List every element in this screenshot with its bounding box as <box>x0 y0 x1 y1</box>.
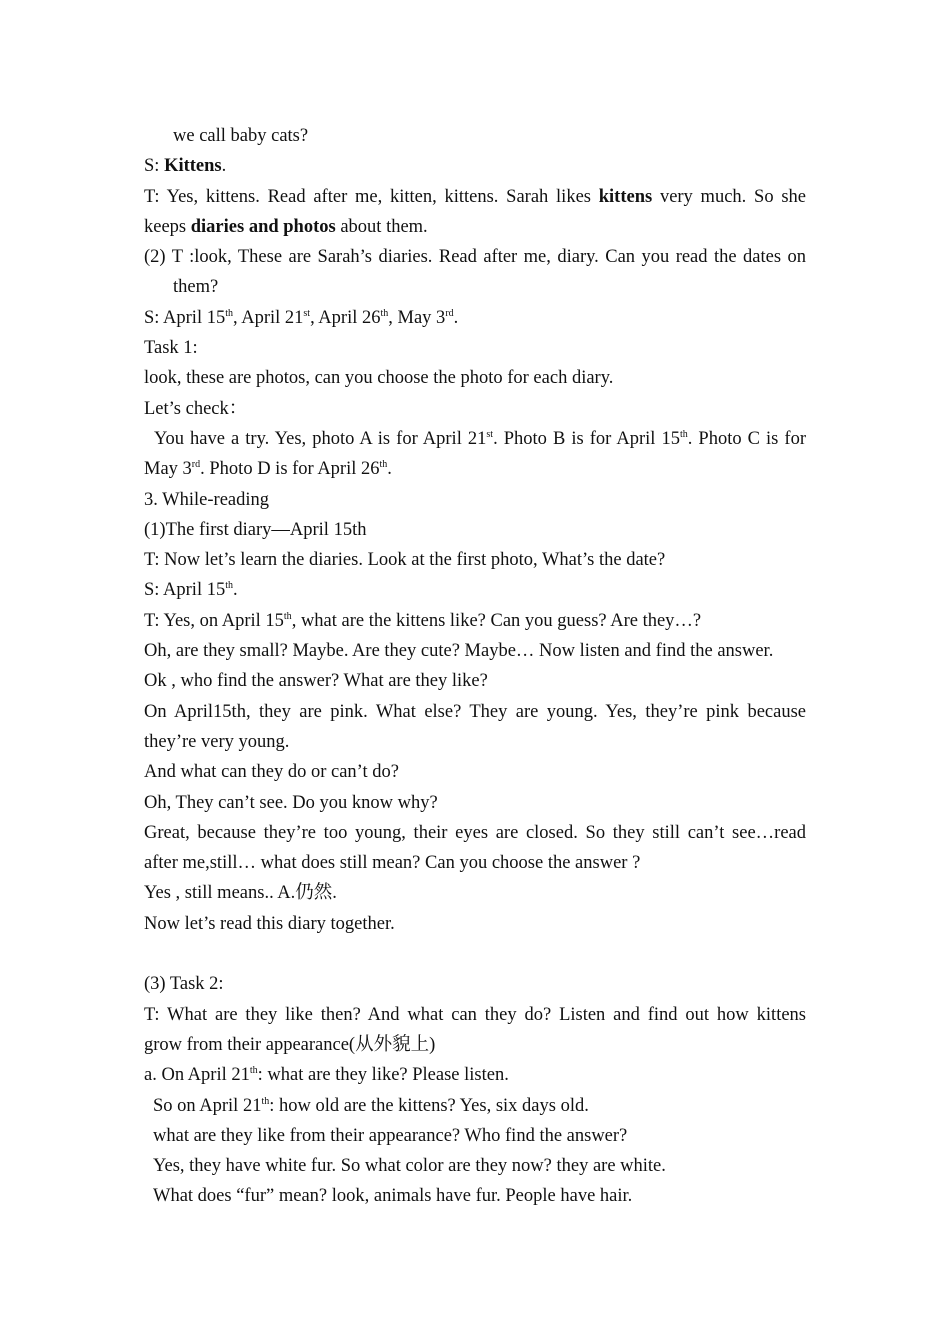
line-text: about them. <box>335 216 428 237</box>
text-line <box>144 1151 806 1181</box>
line-text: grow from their appearance(从外貌上) <box>144 1034 436 1055</box>
line-text: we call baby cats? <box>173 126 309 146</box>
text-line <box>144 545 806 575</box>
text-line <box>144 788 806 818</box>
line-text: . <box>387 459 392 480</box>
text-line <box>144 1181 806 1211</box>
line-text: T: Now let’s learn the diaries. Look at the first photo, What’s the date? <box>144 550 666 571</box>
text-line <box>144 606 806 636</box>
list-item <box>144 1060 806 1090</box>
text-line <box>144 454 806 484</box>
text-line <box>144 818 806 848</box>
line-text: Yes , still means.. A.仍然. <box>144 883 337 904</box>
line-text: , April 26 <box>310 307 381 328</box>
line-text: Great, because they’re too young, their eyes are closed. So they still can’t see…read <box>144 822 806 843</box>
text-line <box>144 636 806 666</box>
line-text: . <box>221 156 227 177</box>
document-page <box>144 121 806 1212</box>
line-text: keeps <box>144 216 191 237</box>
line-text: look, these are photos, can you choose the photo for each diary. <box>144 368 614 389</box>
ordinal-suffix: th <box>225 580 233 592</box>
line-text: what are they like from their appearance? Who find the answer? <box>153 1125 628 1146</box>
line-text: Let’s check： <box>144 398 248 419</box>
line-text: , May 3 <box>388 307 446 328</box>
section-heading <box>144 485 806 515</box>
line-text: . Photo C is for <box>687 428 806 449</box>
text-line <box>144 151 806 181</box>
blank-line <box>144 939 806 969</box>
line-text: S: <box>144 156 165 177</box>
text-line <box>144 212 806 242</box>
line-text: You have a try. Yes, photo A is for April 21 <box>154 428 487 449</box>
line-text: And what can they do or can’t do? <box>144 762 399 783</box>
line-text: Ok , who find the answer? What are they like? <box>144 671 488 692</box>
line-text: , April 21 <box>233 307 304 328</box>
text-line <box>144 1000 806 1030</box>
text-line <box>144 727 806 757</box>
line-text: . <box>233 580 238 601</box>
line-text: . <box>453 307 459 328</box>
line-text: T: What are they like then? And what can they do? Listen and find out how kittens <box>144 1004 806 1025</box>
text-line <box>144 121 806 151</box>
line-text: (3) Task 2: <box>144 974 224 995</box>
line-text: 3. While-reading <box>144 489 270 510</box>
line-text: a. On April 21 <box>144 1065 250 1086</box>
text-line <box>144 394 806 424</box>
ordinal-suffix: rd <box>191 459 201 471</box>
line-text: Now let’s read this diary together. <box>144 913 395 934</box>
text-line <box>144 363 806 393</box>
text-line <box>144 969 806 999</box>
line-text: . Photo D is for April 26 <box>200 459 380 480</box>
ordinal-suffix: rd <box>445 307 454 319</box>
line-text: they’re very young. <box>144 731 290 752</box>
text-line <box>144 909 806 939</box>
ordinal-suffix: th <box>225 307 233 319</box>
text-line <box>144 848 806 878</box>
text-line <box>144 303 806 333</box>
line-text: What does “fur” mean? look, animals have fur. People have hair. <box>153 1186 633 1207</box>
line-text: Oh, are they small? Maybe. Are they cute? Maybe… Now listen and find the answer. <box>144 641 774 662</box>
ordinal-suffix: th <box>379 459 388 471</box>
bold-term: Kittens <box>164 156 222 177</box>
line-text: Yes, they have white fur. So what color are they now? they are white. <box>153 1156 666 1177</box>
line-text: So on April 21 <box>153 1095 262 1116</box>
ordinal-suffix: th <box>249 1065 258 1077</box>
line-text: S: April 15 <box>144 307 226 328</box>
line-text: T: Yes, kittens. Read after me, kitten, kittens. Sarah likes <box>144 186 599 207</box>
line-text: On April15th, they are pink. What else? They are young. Yes, they’re pink because <box>144 701 806 722</box>
text-line <box>144 697 806 727</box>
bold-term: kittens <box>598 186 653 207</box>
line-text: Task 1: <box>144 338 198 359</box>
line-text: Oh, They can’t see. Do you know why? <box>144 792 438 813</box>
text-line <box>144 1030 806 1060</box>
line-text: them? <box>173 277 219 298</box>
ordinal-suffix: th <box>283 610 292 622</box>
ordinal-suffix: st <box>486 428 494 440</box>
ordinal-suffix: th <box>380 307 389 319</box>
line-text: (1)The first diary—April 15th <box>144 519 367 540</box>
ordinal-suffix: th <box>261 1095 270 1107</box>
ordinal-suffix: th <box>679 428 688 440</box>
line-text: S: April 15 <box>144 580 226 601</box>
line-text: (2) T :look, These are Sarah’s diaries. Read after me, diary. Can you read the dates on <box>144 247 806 268</box>
text-line <box>144 333 806 363</box>
line-text: very much. So she <box>652 186 806 207</box>
text-line <box>144 272 806 302</box>
line-text: May 3 <box>144 459 192 480</box>
text-line <box>144 424 806 454</box>
line-text: , what are the kittens like? Can you guess? Are they…? <box>291 610 702 631</box>
line-text: : what are they like? Please listen. <box>257 1065 509 1086</box>
text-line <box>144 666 806 696</box>
text-line <box>144 182 806 212</box>
text-line <box>144 1121 806 1151</box>
bold-term: diaries and photos <box>190 216 336 237</box>
text-line <box>144 575 806 605</box>
line-text: . Photo B is for April 15 <box>493 428 680 449</box>
line-text: : how old are the kittens? Yes, six days old. <box>269 1095 589 1116</box>
text-line <box>144 878 806 908</box>
text-line <box>144 757 806 787</box>
line-text: after me,still… what does still mean? Can you choose the answer ? <box>144 853 641 874</box>
text-line <box>144 515 806 545</box>
text-line <box>144 1091 806 1121</box>
line-text: T: Yes, on April 15 <box>144 610 284 631</box>
ordinal-suffix: st <box>303 307 311 319</box>
text-line <box>144 242 806 272</box>
